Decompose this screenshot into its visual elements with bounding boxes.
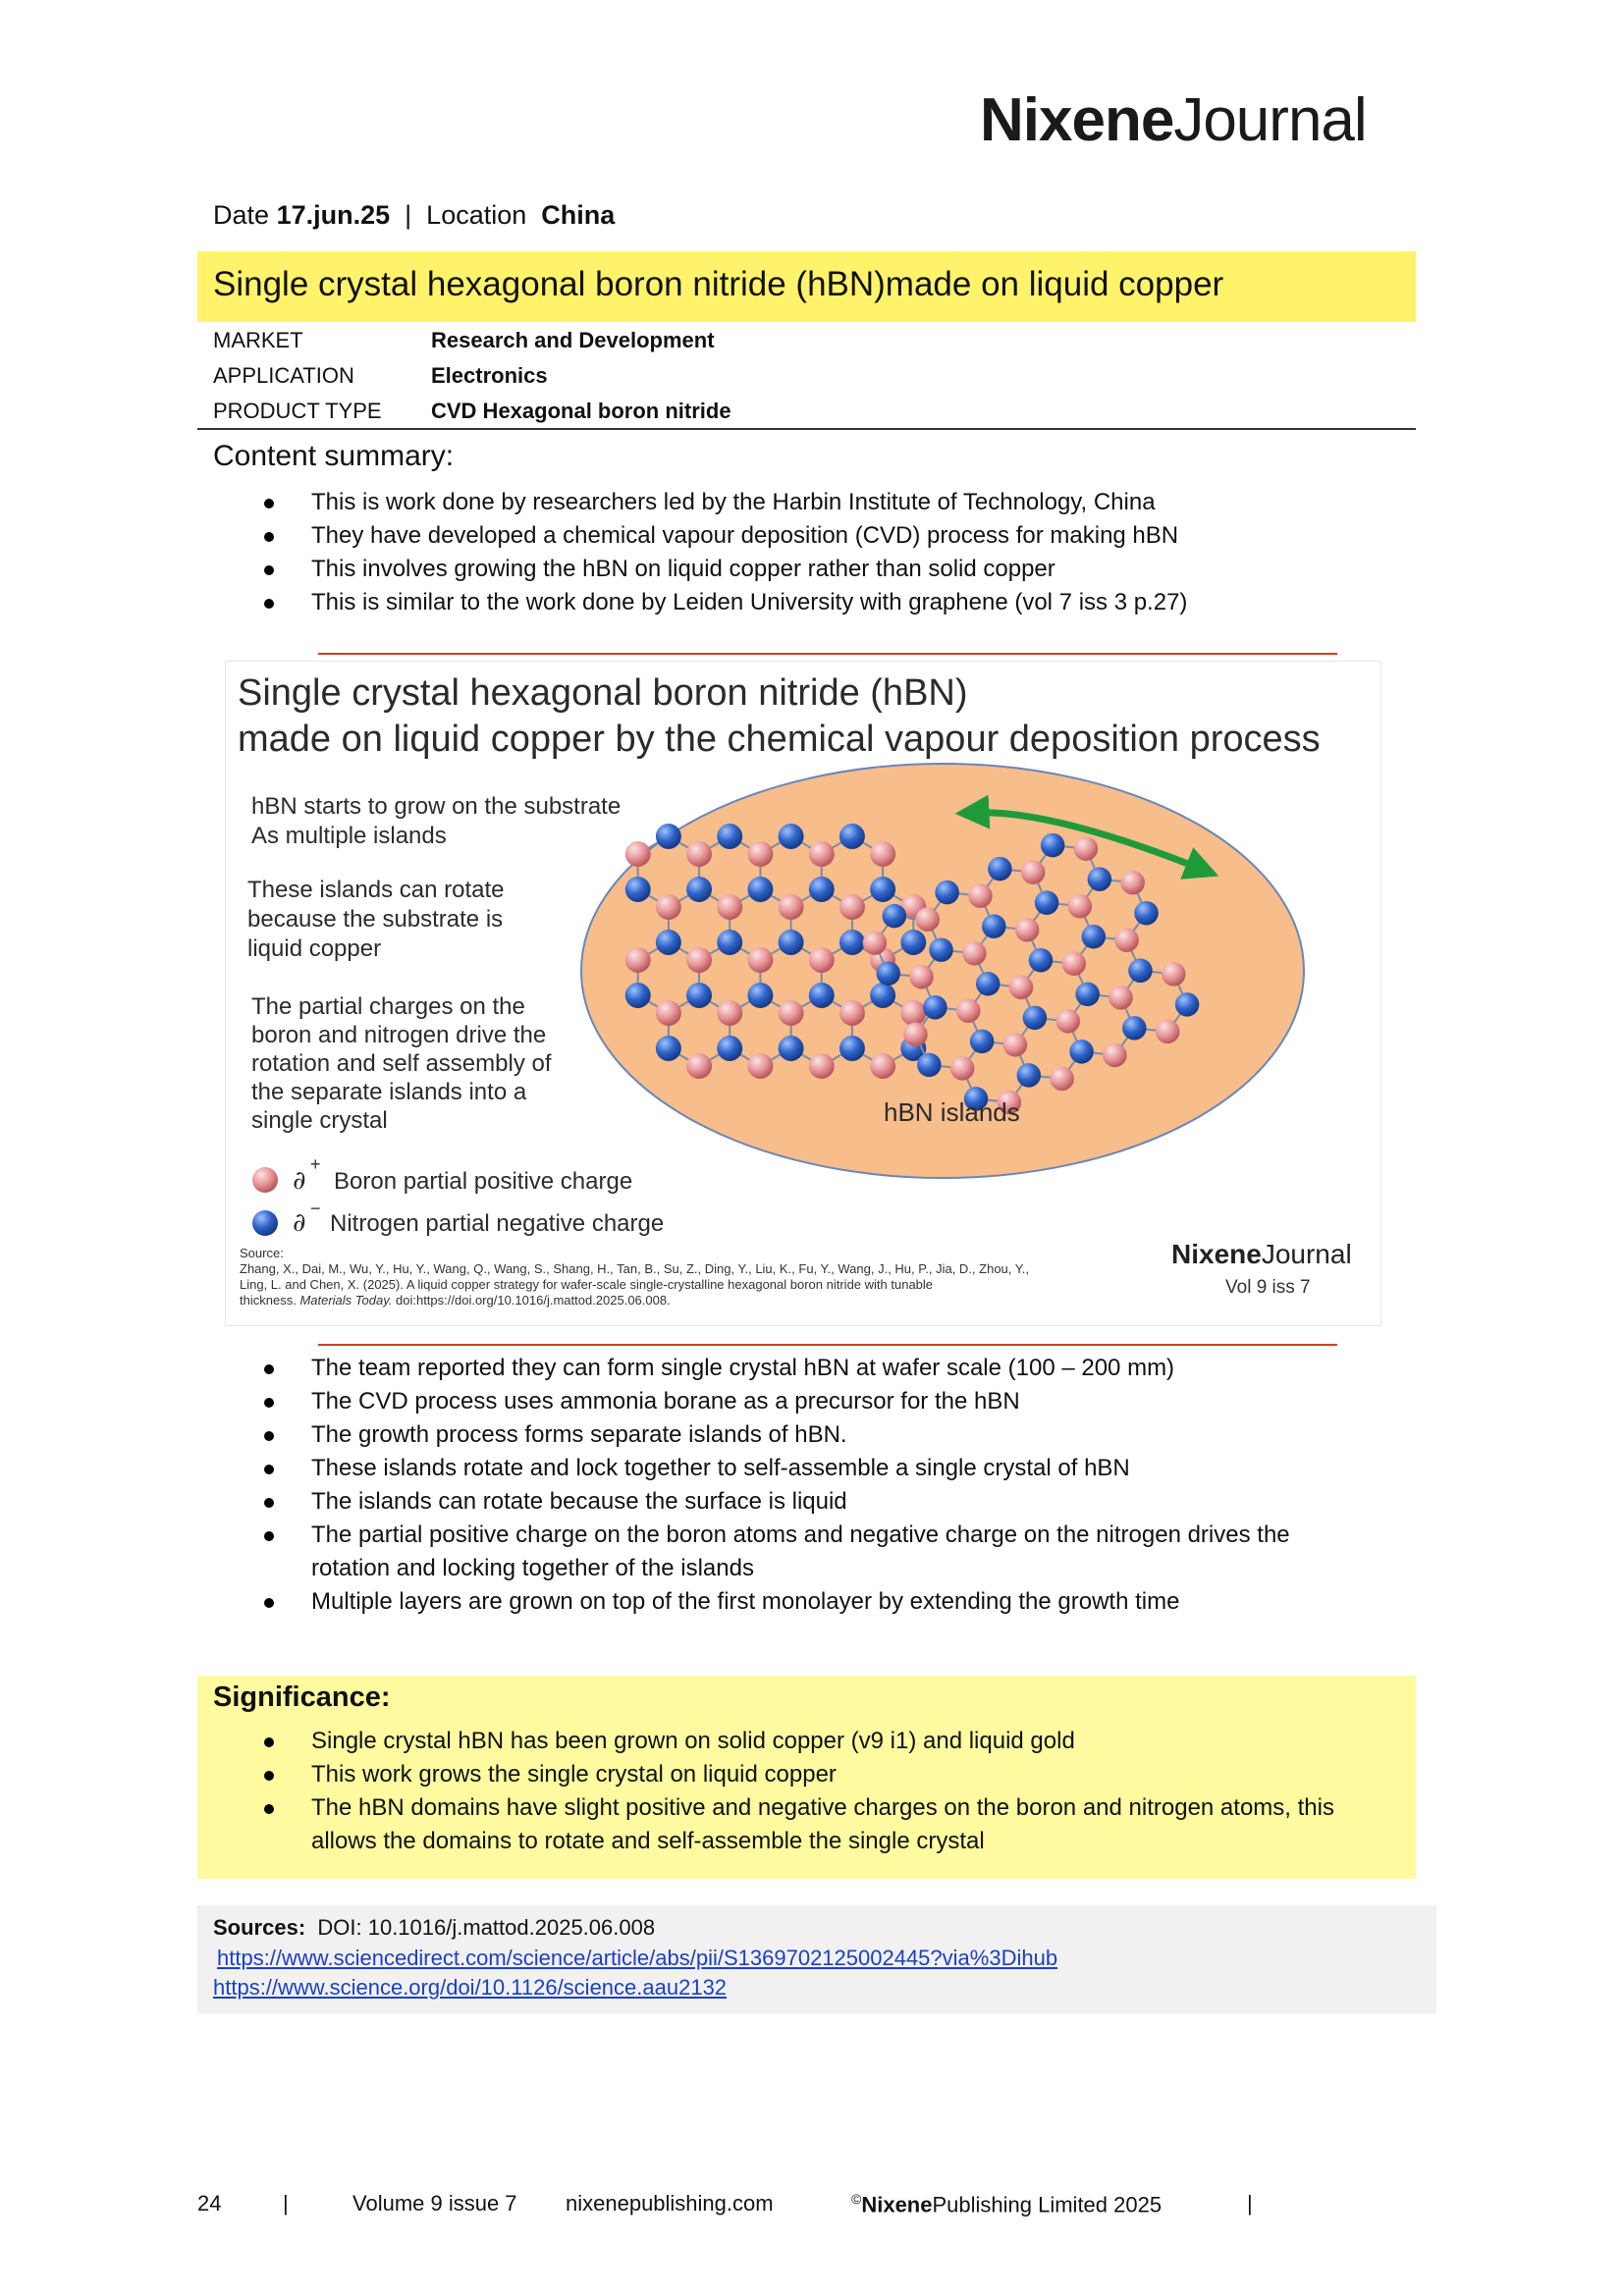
nitrogen-atom — [779, 930, 804, 955]
boron-atom — [656, 894, 681, 920]
list-item: They have developed a chemical vapour deposition (CVD) process for making hBN — [260, 519, 1187, 553]
boron-atom — [1074, 836, 1098, 860]
list-item: The CVD process uses ammonia borane as a precursor for the hBN — [260, 1385, 1290, 1418]
nitrogen-atom — [1122, 1016, 1146, 1040]
footer-page-number: 24 — [197, 2191, 222, 2216]
boron-atom — [809, 841, 835, 867]
meta-key: MARKET — [213, 328, 303, 352]
bullet-dot — [264, 565, 274, 575]
nitrogen-atom — [870, 983, 895, 1008]
boron-atom — [903, 1023, 927, 1046]
legend-minus-sign: − — [310, 1199, 321, 1218]
text3-line3: rotation and self assembly of — [251, 1050, 552, 1077]
boron-atom — [686, 841, 712, 867]
nitrogen-atom — [656, 824, 681, 849]
boron-atom — [656, 1000, 681, 1026]
boron-atom — [1021, 860, 1045, 883]
boron-atom — [839, 894, 865, 920]
figure-top-rule — [318, 653, 1337, 655]
figure-brand: NixeneJournal — [1171, 1239, 1352, 1269]
nitrogen-atom — [686, 877, 712, 902]
boron-atom — [1015, 918, 1039, 941]
boron-atom — [809, 1053, 835, 1079]
text3-line1: The partial charges on the — [251, 993, 525, 1020]
boron-atom — [717, 1000, 742, 1026]
meta-value: Electronics — [431, 363, 548, 388]
summary-heading: Content summary: — [213, 440, 455, 472]
summary-bullets-bottom — [260, 1352, 1290, 1619]
nitrogen-atom — [779, 824, 804, 849]
meta-key: PRODUCT TYPE — [213, 399, 382, 423]
text1-line2: As multiple islands — [251, 823, 447, 849]
nitrogen-atom — [883, 904, 906, 928]
nitrogen-atom — [625, 877, 651, 902]
boron-atom — [900, 1000, 926, 1026]
date-separator: | — [405, 200, 412, 230]
nitrogen-atom — [1134, 901, 1158, 925]
boron-atom — [956, 999, 980, 1023]
text2-line3: liquid copper — [247, 935, 382, 962]
boron-atom — [870, 1053, 895, 1079]
nitrogen-atom — [900, 930, 926, 955]
nitrogen-atom — [1035, 890, 1058, 914]
date-label: Date — [213, 200, 270, 230]
hbn-islands-label: hBN islands — [884, 1097, 1020, 1127]
legend-boron-atom-icon — [252, 1167, 278, 1193]
nitrogen-atom — [917, 1053, 941, 1077]
boron-atom — [1050, 1067, 1073, 1091]
nitrogen-atom — [625, 983, 651, 1008]
boron-atom — [870, 841, 895, 867]
logo-light: Journal — [1173, 86, 1367, 154]
bullet-dot — [264, 1771, 274, 1781]
boron-atom — [747, 841, 773, 867]
nitrogen-atom — [1017, 1063, 1041, 1087]
sciencedirect-link[interactable]: https://www.sciencedirect.com/science/article/abs/pii/S1369702125002445?via%3Dihub — [217, 1946, 1058, 1970]
date-value: 17.jun.25 — [276, 200, 391, 230]
nitrogen-atom — [717, 824, 742, 849]
text3-line2: boron and nitrogen drive the — [251, 1022, 547, 1048]
figure-source-line3: thickness. Materials Today. doi:https://doi.org/10.1016/j.mattod.2025.06.008. — [240, 1293, 671, 1308]
footer-copyright: ©NixenePublishing Limited 2025 — [851, 2191, 1163, 2217]
date-location-line — [213, 200, 615, 231]
list-item: This work grows the single crystal on liquid copper — [260, 1758, 1334, 1791]
boron-atom — [1120, 871, 1144, 894]
boron-atom — [686, 947, 712, 973]
boron-atom — [686, 1053, 712, 1079]
list-item: The growth process forms separate islands of hBN. — [260, 1418, 1290, 1452]
boron-atom — [839, 1000, 865, 1026]
nitrogen-atom — [747, 877, 773, 902]
nitrogen-atom — [1128, 959, 1152, 983]
list-item: Single crystal hBN has been grown on solid copper (v9 i1) and liquid gold — [260, 1725, 1334, 1758]
figure-hbn-diagram — [225, 661, 1381, 1326]
meta-key: APPLICATION — [213, 363, 354, 388]
boron-atom — [717, 894, 742, 920]
summary-bullets-top — [260, 486, 1187, 619]
text1-line1: hBN starts to grow on the substrate — [251, 793, 622, 820]
nitrogen-atom — [717, 930, 742, 955]
nitrogen-atom — [1041, 833, 1064, 857]
figure-source-line1: Zhang, X., Dai, M., Wu, Y., Hu, Y., Wang, Q., Wang, S., Shang, H., Tan, B., Su, Z., Ding, Y., Liu, K., Fu, Y., Wang, J., Hu, P., Jia, D., Zhou, Y., — [240, 1261, 1029, 1276]
nitrogen-atom — [988, 857, 1011, 881]
boron-atom — [625, 841, 651, 867]
figure-bottom-rule — [318, 1344, 1337, 1346]
list-item: The partial positive charge on the boron atoms and negative charge on the nitrogen drives the rotation and locking together of the islands — [260, 1519, 1290, 1585]
legend-delta-symbol: ∂ — [293, 1208, 306, 1238]
figure-title-line2: made on liquid copper by the chemical vapour deposition process — [238, 719, 1321, 760]
bullet-dot — [264, 599, 274, 609]
nitrogen-atom — [839, 1036, 865, 1061]
boron-atom — [1062, 952, 1086, 976]
text3-line4: the separate islands into a — [251, 1079, 527, 1105]
boron-atom — [915, 907, 939, 931]
nitrogen-atom — [809, 877, 835, 902]
bullet-dot — [264, 1364, 274, 1374]
bullet-dot — [264, 1531, 274, 1541]
bullet-dot — [264, 1737, 274, 1747]
legend-boron-text: Boron partial positive charge — [334, 1168, 633, 1195]
sources-label: Sources: — [213, 1915, 306, 1940]
meta-row-application — [213, 363, 548, 389]
nitrogen-atom — [809, 983, 835, 1008]
text2-line2: because the substrate is — [247, 906, 504, 933]
nitrogen-atom — [656, 930, 681, 955]
nitrogen-atom — [1023, 1006, 1047, 1030]
nitrogen-atom — [779, 1036, 804, 1061]
legend-delta-symbol: ∂ — [293, 1166, 306, 1196]
meta-row-market — [213, 328, 715, 353]
sources-doi: DOI: 10.1016/j.mattod.2025.06.008 — [317, 1915, 656, 1940]
nitrogen-atom — [982, 914, 1005, 937]
bullet-dot — [264, 499, 274, 508]
nitrogen-atom — [656, 1036, 681, 1061]
list-item: This is similar to the work done by Leiden University with graphene (vol 7 iss 3 p.27) — [260, 586, 1187, 619]
nitrogen-atom — [839, 930, 865, 955]
boron-atom — [962, 941, 986, 965]
nitrogen-atom — [870, 877, 895, 902]
figure-title-line1: Single crystal hexagonal boron nitride (hBN) — [238, 672, 968, 714]
bullet-dot — [264, 1398, 274, 1408]
boron-atom — [1055, 1009, 1079, 1033]
figure-vol-label: Vol 9 iss 7 — [1225, 1277, 1311, 1298]
significance-box — [197, 1676, 1416, 1879]
boron-atom — [909, 965, 933, 988]
nitrogen-atom — [686, 983, 712, 1008]
boron-atom — [809, 947, 835, 973]
boron-atom — [1162, 962, 1185, 986]
footer-site: nixenepublishing.com — [566, 2191, 774, 2216]
boron-atom — [1103, 1043, 1126, 1067]
boron-atom — [1156, 1020, 1179, 1043]
list-item: The islands can rotate because the surface is liquid — [260, 1485, 1290, 1519]
journal-logo — [980, 86, 1367, 154]
nitrogen-atom — [1082, 925, 1106, 948]
significance-bullets — [260, 1725, 1334, 1858]
footer-volume: Volume 9 issue 7 — [352, 2191, 517, 2216]
legend-plus-sign: + — [310, 1154, 321, 1174]
sources-doi-line — [213, 1915, 655, 1941]
nitrogen-atom — [877, 961, 900, 985]
location-value: China — [541, 200, 616, 230]
text2-line1: These islands can rotate — [247, 877, 505, 903]
boron-atom — [863, 931, 887, 954]
nitrogen-atom — [747, 983, 773, 1008]
nitrogen-atom — [976, 972, 1000, 995]
list-item: These islands rotate and lock together to self-assemble a single crystal of hBN — [260, 1452, 1290, 1485]
boron-atom — [968, 883, 992, 907]
nitrogen-atom — [1029, 948, 1053, 972]
sources-link-line1 — [217, 1946, 1057, 1971]
figure-source-label: Source: — [240, 1246, 284, 1260]
footer-separator: | — [1247, 2191, 1253, 2216]
boron-atom — [779, 894, 804, 920]
nitrogen-atom — [839, 824, 865, 849]
nitrogen-atom — [929, 937, 952, 961]
bullet-dot — [264, 532, 274, 542]
sources-box — [197, 1905, 1436, 2013]
nitrogen-atom — [1069, 1040, 1093, 1063]
logo-bold: Nixene — [980, 86, 1174, 154]
boron-atom — [1003, 1033, 1027, 1056]
science-org-link[interactable]: https://www.science.org/doi/10.1126/science.aau2132 — [213, 1975, 728, 2000]
bullet-dot — [264, 1465, 274, 1474]
list-item: The team reported they can form single crystal hBN at wafer scale (100 – 200 mm) — [260, 1352, 1290, 1385]
boron-atom — [779, 1000, 804, 1026]
list-item: This is work done by researchers led by the Harbin Institute of Technology, China — [260, 486, 1187, 519]
article-title-bar — [197, 251, 1416, 322]
boron-atom — [1009, 976, 1033, 999]
boron-atom — [1114, 928, 1138, 951]
nitrogen-atom — [1088, 867, 1111, 890]
boron-atom — [747, 947, 773, 973]
meta-row-product-type — [213, 399, 731, 424]
nitrogen-atom — [1175, 992, 1199, 1016]
location-label: Location — [426, 200, 527, 230]
list-item: The hBN domains have slight positive and negative charges on the boron and nitrogen atoms, this allows the domains to rotate and self-assemble the single crystal — [260, 1791, 1334, 1858]
figure-svg — [226, 662, 1380, 1325]
sources-link-line2 — [213, 1975, 727, 2001]
meta-value: CVD Hexagonal boron nitride — [431, 399, 731, 423]
boron-atom — [1068, 894, 1092, 918]
text3-line5: single crystal — [251, 1107, 388, 1134]
nitrogen-atom — [970, 1030, 994, 1053]
legend-nitrogen-text: Nitrogen partial negative charge — [330, 1210, 665, 1237]
nitrogen-atom — [1075, 983, 1099, 1006]
nitrogen-atom — [923, 995, 947, 1019]
boron-atom — [747, 1053, 773, 1079]
bullet-dot — [264, 1498, 274, 1508]
boron-atom — [1109, 986, 1132, 1009]
bullet-dot — [264, 1598, 274, 1608]
meta-divider — [197, 428, 1416, 430]
significance-heading: Significance: — [213, 1682, 391, 1713]
list-item: This involves growing the hBN on liquid copper rather than solid copper — [260, 553, 1187, 586]
bullet-dot — [264, 1804, 274, 1814]
nitrogen-atom — [717, 1036, 742, 1061]
bullet-dot — [264, 1431, 274, 1441]
boron-atom — [950, 1056, 974, 1080]
footer-separator: | — [283, 2191, 289, 2216]
nitrogen-atom — [935, 881, 958, 904]
article-title: Single crystal hexagonal boron nitride (hBN)made on liquid copper — [213, 265, 1224, 303]
legend-nitrogen-atom-icon — [252, 1210, 278, 1236]
list-item: Multiple layers are grown on top of the first monolayer by extending the growth time — [260, 1585, 1290, 1619]
figure-source-line2: Ling, L. and Chen, X. (2025). A liquid copper strategy for wafer-scale single-crystalline hexagonal boron nitride with tunable — [240, 1277, 934, 1292]
boron-atom — [625, 947, 651, 973]
meta-value: Research and Development — [431, 328, 715, 352]
